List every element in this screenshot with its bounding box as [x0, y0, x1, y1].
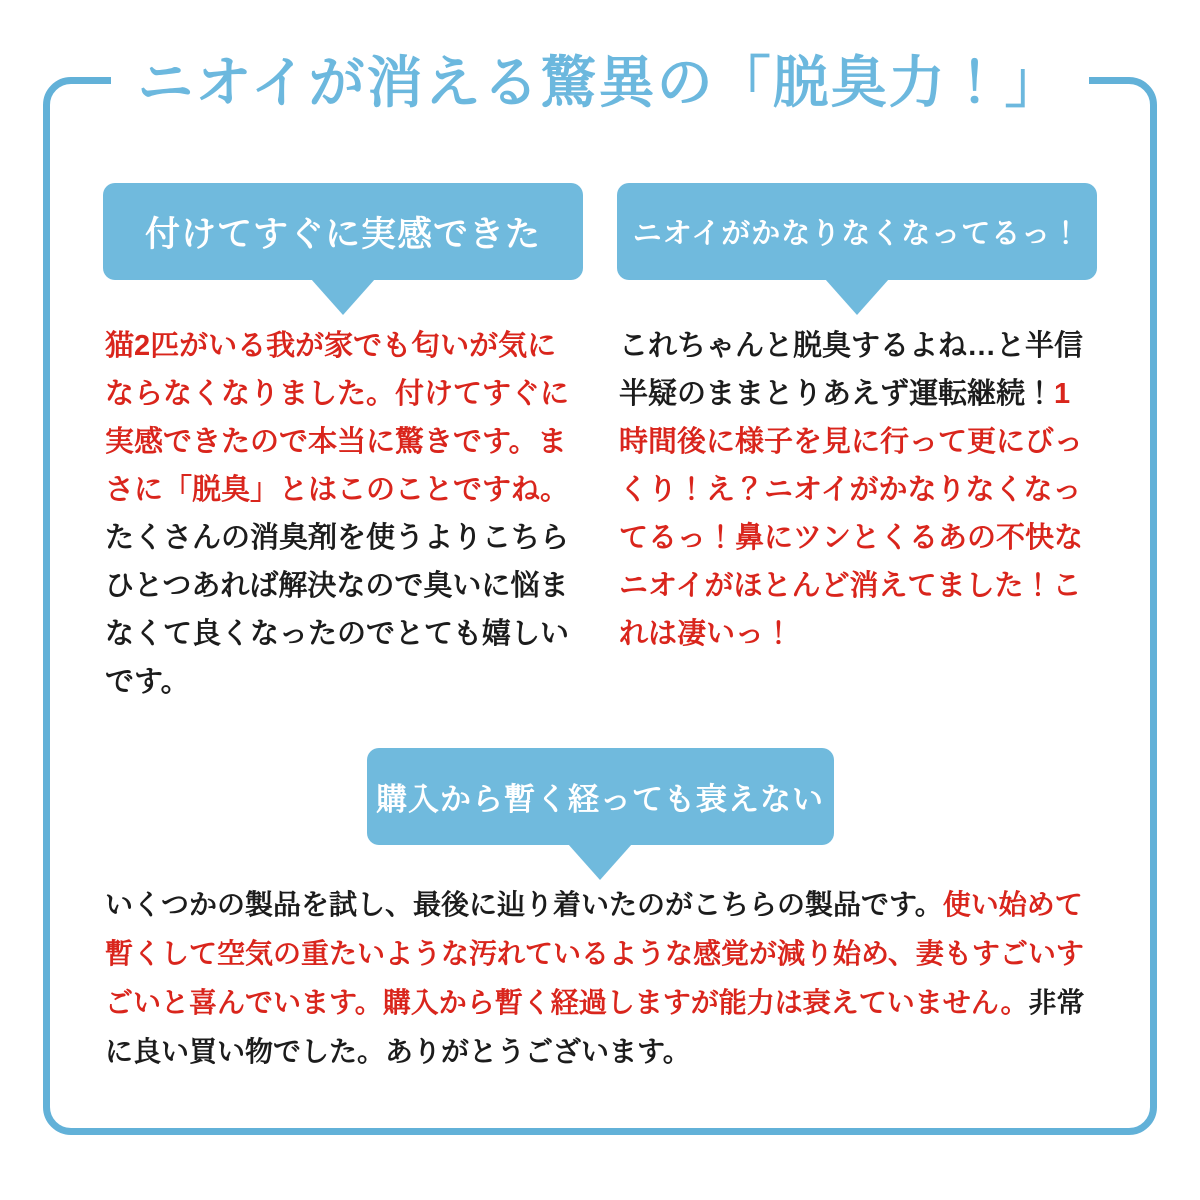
page-title: [0, 46, 1200, 120]
heading-bubble-2: [617, 183, 1097, 280]
bubble-pointer-icon: [568, 844, 632, 880]
review-text-3: [105, 880, 1095, 1076]
page-title-text: ニオイが消える驚異の「脱臭力！」: [111, 46, 1088, 120]
heading-label-2: ニオイがかなりなくなってるっ！: [632, 218, 1082, 250]
review-card-1: [103, 183, 583, 706]
review-text-segment: 非常に良い買い物でした。ありがとうございます。: [105, 987, 1085, 1067]
review-card-3: [103, 748, 1097, 1076]
bubble-pointer-icon: [825, 279, 889, 315]
review-text-segment: 使い始めて暫くして空気の重たいような汚れているような感覚が減り始め、妻もすごいすごいと喜んでいます。購入から暫く経過しますが能力は衰えていません。: [105, 889, 1084, 1018]
heading-bubble-3: [367, 748, 834, 845]
review-text-2: [619, 322, 1095, 658]
review-text-1: [105, 322, 581, 706]
review-text-segment: たくさんの消臭剤を使うよりこちらひとつあれば解決なので臭いに悩まなくて良くなったのでとても嬉しいです。: [105, 522, 570, 698]
review-card-2: [617, 183, 1097, 706]
review-text-segment: 1時間後に様子を見に行って更にびっくり！え？ニオイがかなりなくなってるっ！鼻にツンとくるあの不快なニオイがほとんど消えてました！これは凄いっ！: [619, 378, 1084, 650]
review-columns: [103, 183, 1097, 706]
heading-label-3: 購入から暫く経っても衰えない: [376, 782, 824, 817]
heading-bubble-1: [103, 183, 583, 280]
heading-label-1: 付けてすぐに実感できた: [144, 214, 541, 254]
review-text-segment: これちゃんと脱臭するよね…と半信半疑のままとりあえず運転継続！: [619, 330, 1084, 410]
bubble-pointer-icon: [311, 279, 375, 315]
review-text-segment: 猫2匹がいる我が家でも匂いが気にならなくなりました。付けてすぐに実感できたので本当に驚きです。まさに「脱臭」とはこのことですね。: [105, 330, 570, 506]
review-text-segment: いくつかの製品を試し、最後に辿り着いたのがこちらの製品です。: [105, 889, 943, 920]
